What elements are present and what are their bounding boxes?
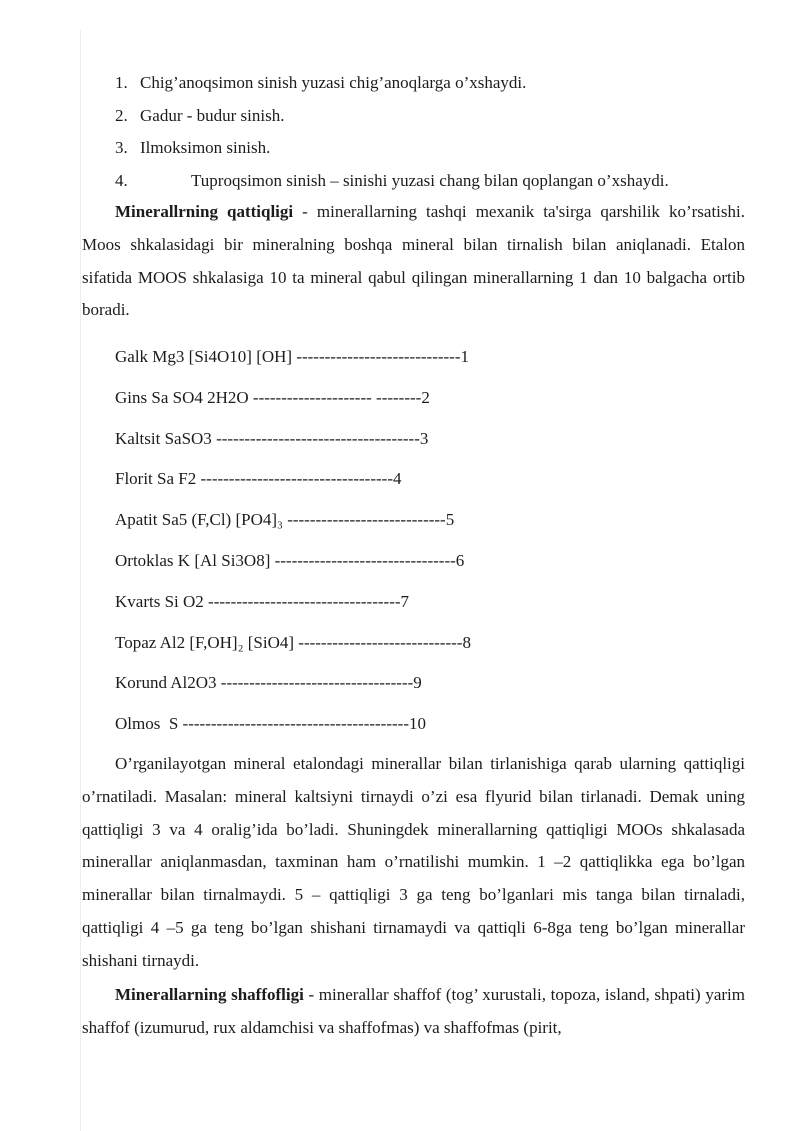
list-item-number: 1.: [115, 73, 128, 92]
scan-edge-artifact: [80, 30, 81, 1131]
mineral-label: Korund Al2O3: [115, 673, 217, 693]
mineral-label: Ortoklas K [Al Si3O8]: [115, 550, 271, 570]
moos-scale-row: [115, 500, 747, 541]
list-item-number: 2.: [115, 105, 128, 125]
dotted-leader: ----------------------------------: [203, 591, 401, 611]
mineral-label: Kaltsit SaSO3: [115, 428, 212, 448]
list-item: [115, 67, 747, 100]
dotted-leader: -----------------------------: [292, 347, 461, 366]
dotted-leader: --------------------------------: [270, 550, 456, 570]
moos-scale-row: [115, 623, 747, 664]
moos-scale-row: [115, 582, 747, 623]
hardness-value: 9: [413, 673, 422, 693]
hardness-value: 8: [462, 632, 471, 652]
hardness-value: 2: [421, 387, 430, 407]
list-item-number: 3.: [115, 138, 128, 158]
mineral-label: Topaz Al2 [F,OH]₂ [SiO4]: [115, 632, 295, 652]
list-item-text: Ilmoksimon sinish.: [140, 138, 271, 158]
hardness-value: 1: [460, 347, 470, 366]
mineral-label: Olmos S: [115, 714, 179, 734]
moos-scale-row: [115, 337, 747, 378]
hardness-value: 10: [409, 714, 426, 734]
fracture-type-list: [115, 67, 747, 198]
hardness-paragraph: [82, 196, 745, 327]
moos-scale-row: [115, 663, 747, 704]
moos-scale-row: [115, 459, 747, 500]
dotted-leader: ----------------------------------: [196, 469, 393, 489]
moos-scale-list: [115, 337, 747, 745]
hardness-value: 5: [445, 510, 455, 530]
list-item-number: 4.: [115, 171, 128, 191]
dotted-leader: ----------------------------: [282, 510, 446, 530]
usage-body-text: O’rganilayotgan mineral etalondagi minerallar bilan tirlanishiga qarab ularning qattiqligi o’rnatiladi. Masalan: mineral kaltsiyni tirnaydi o’zi esa flyurid bilan tirlanadi. Demak uning qattiqligi 3 va 4 oralig’ida bo’ladi. Shuningdek minerallarning qattiqligi MOOs shkalasada minerallar aniqlanmasdan, taxminan ham o’rnatilishi mumkin. 1 –2 qattiqlikka ega bo’lgan minerallar bilan tirnalmaydi. 5 – qattiqligi 3 ga teng bo’lganlari mis tanga bilan tirnaladi, qattiqligi 4 –5 ga teng bo’lgan shishani tirnamaydi va qattiqli 6-8ga teng bo’lgan minerallar shishani tirnaydi.: [82, 754, 745, 970]
hardness-value: 6: [455, 550, 465, 570]
hardness-value: 4: [392, 469, 402, 489]
list-item: [115, 165, 747, 198]
list-item: [115, 132, 747, 165]
mineral-label: Apatit Sa5 (F,Cl) [PO4]₃: [115, 510, 283, 530]
list-item-text: Gadur - budur sinish.: [140, 105, 285, 125]
hardness-value: 3: [419, 428, 429, 448]
mineral-label: Kvarts Si O2: [115, 591, 204, 611]
moos-scale-row: [115, 419, 747, 460]
mineral-label: Gins Sa SO4 2H2O: [115, 387, 249, 407]
list-item-text: Chig’anoqsimon sinish yuzasi chig’anoqlarga o’xshaydi.: [140, 73, 527, 92]
list-item: [115, 100, 747, 133]
hardness-value: 7: [400, 591, 410, 611]
dotted-leader: ----------------------------------------: [178, 714, 409, 734]
moos-scale-row: [115, 541, 747, 582]
transparency-body-text: - minerallar shaffof (tog’ xurustali, topoza, island, shpati) yarim shaffof (izumurud, rux aldamchisi va shaffofmas) va shaffofmas (pirit,: [82, 985, 745, 1037]
list-item-text: Tuproqsimon sinish – sinishi yuzasi chang bilan qoplangan o’xshaydi.: [140, 171, 669, 191]
dotted-leader: ------------------------------------: [211, 428, 420, 448]
mineral-label: Florit Sa F2: [115, 469, 197, 489]
mineral-label: Galk Mg3 [Si4O10] [OH]: [115, 347, 293, 366]
hardness-usage-paragraph: [82, 748, 745, 978]
transparency-paragraph: [82, 979, 745, 1045]
hardness-body-text: - minerallarning tashqi mexanik ta'sirga qarshilik ko’rsatishi. Moos shkalasidagi bir mineralning boshqa mineral bilan tirnalish bilan aniqlanadi. Etalon sifatida MOOS shkalasiga 10 ta mineral qabul qilingan minerallarning 1 dan 10 balgacha ortib boradi.: [82, 202, 745, 320]
dotted-leader: --------------------- --------: [248, 387, 422, 407]
transparency-heading: Minerallarning shaffofligi: [115, 985, 304, 1004]
hardness-heading: Minerallrning qattiqligi: [115, 202, 294, 221]
moos-scale-row: [115, 704, 747, 745]
dotted-leader: ----------------------------------: [216, 673, 414, 693]
dotted-leader: -----------------------------: [294, 632, 463, 652]
moos-scale-row: [115, 378, 747, 419]
